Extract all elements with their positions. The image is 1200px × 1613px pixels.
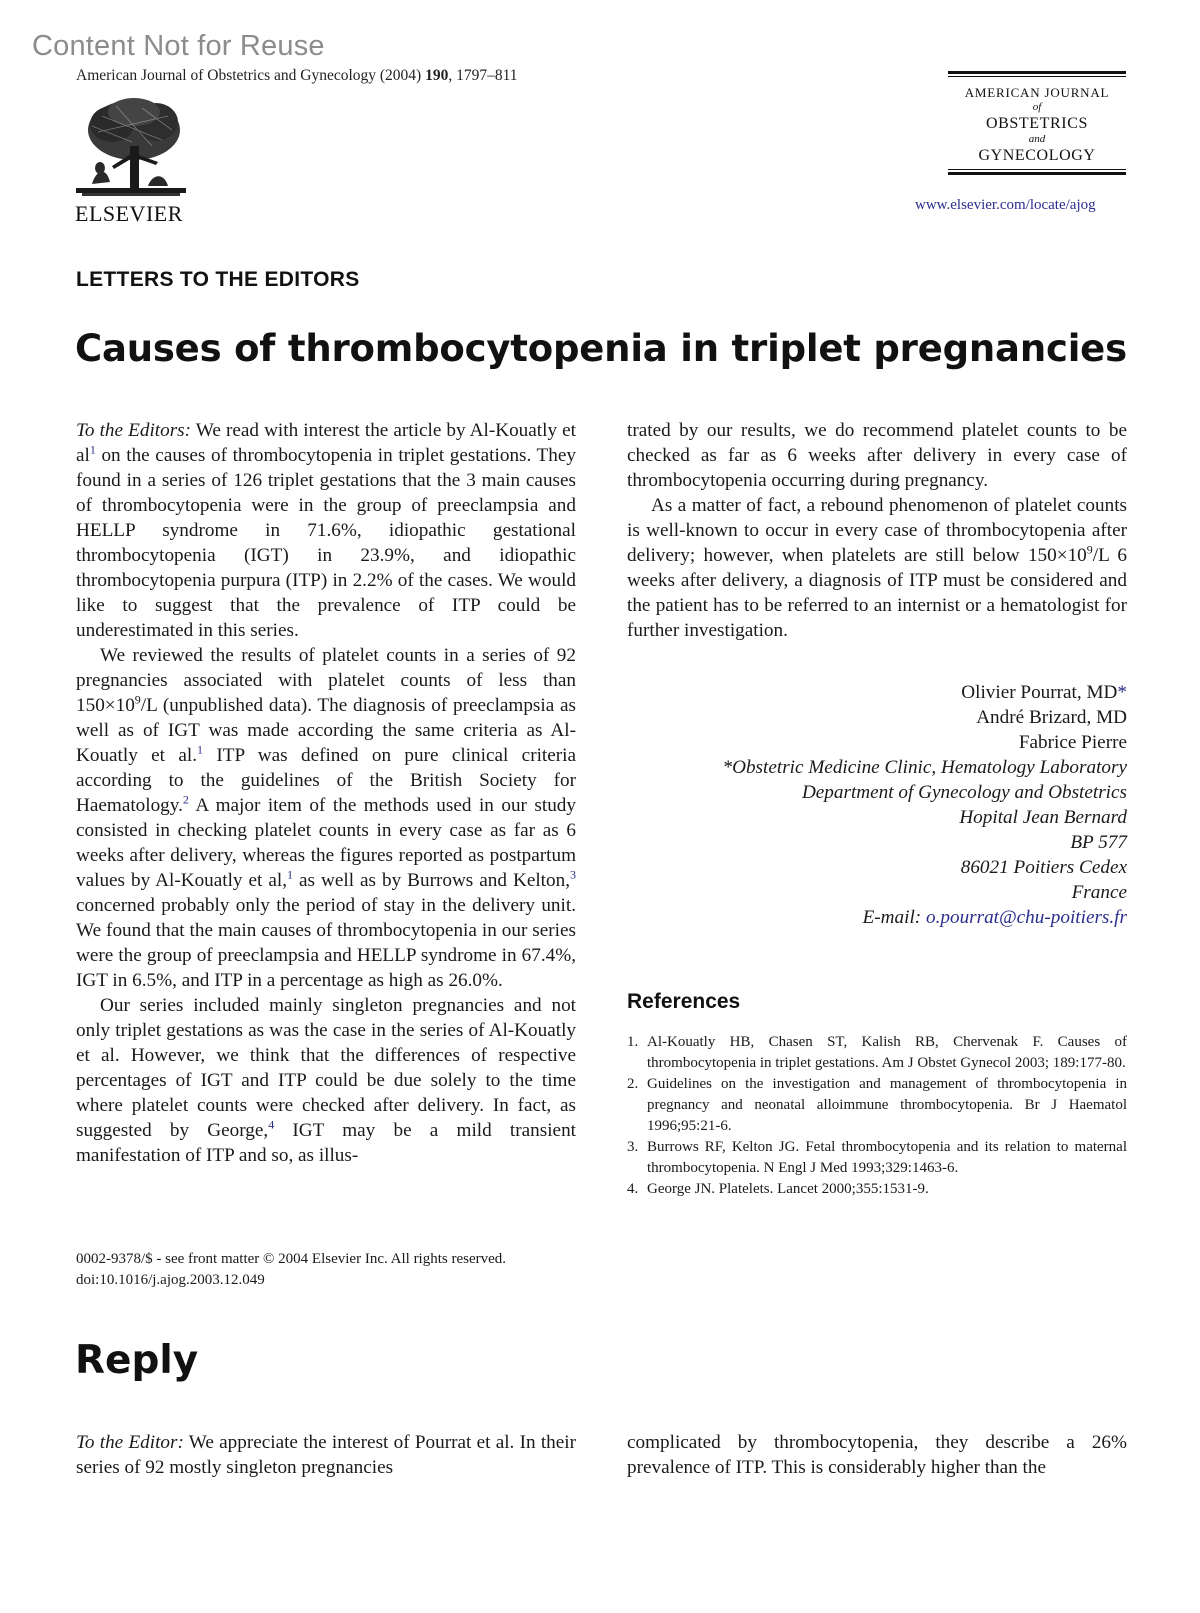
copyright-line: 0002-9378/$ - see front matter © 2004 Elsevier Inc. All rights reserved. (76, 1251, 507, 1267)
section-label: LETTERS TO THE EDITORS (76, 268, 360, 291)
email-link[interactable]: o.pourrat@chu-poitiers.fr (925, 907, 1127, 928)
author-name: André Brizard, MD (976, 707, 1127, 728)
masthead-connector: of (1032, 101, 1042, 113)
superscript: 9 (134, 692, 141, 707)
paragraph-text: We read with interest the article by Al-Kouatly et al (76, 420, 576, 466)
letter-left-column (76, 418, 576, 1168)
reference-item (627, 1032, 1127, 1074)
publisher-name: ELSEVIER (75, 201, 183, 226)
reference-link[interactable]: 3 (570, 867, 576, 882)
paragraph-text: ITP was defined on pure clinical criteria according to the guidelines of the British Society for Haematology. (76, 745, 576, 816)
masthead-rule (948, 169, 1126, 170)
doi-line: doi:10.1016/j.ajog.2003.12.049 (76, 1272, 265, 1288)
letter-paragraph: trated by our results, we do recommend platelet counts to be checked as far as 6 weeks after delivery in every case of thrombocytopenia occurring during pregnancy. (627, 420, 1127, 491)
masthead-line: OBSTETRICS (985, 115, 1088, 132)
references-heading: References (627, 990, 741, 1013)
reference-item (627, 1179, 1127, 1200)
reply-paragraph (76, 1430, 576, 1480)
reference-link[interactable]: 1 (89, 442, 96, 457)
affiliation-line: BP 577 (1070, 832, 1127, 853)
reference-item (627, 1074, 1127, 1137)
reference-text: Burrows RF, Kelton JG. Fetal thrombocytopenia and its relation to maternal thrombocytopenia. N Engl J Med 1993;329:1463-6. (647, 1139, 1127, 1176)
email-line (627, 905, 1127, 930)
signature-block (627, 680, 1127, 930)
masthead-rule (948, 71, 1126, 74)
affiliation-line: *Obstetric Medicine Clinic, Hematology Laboratory (722, 757, 1127, 778)
affiliation-line: 86021 Poitiers Cedex (960, 857, 1127, 878)
masthead-line: GYNECOLOGY (978, 147, 1096, 164)
paragraph-text: Our series included mainly singleton pregnancies and not only triplet gestations as was the case in the series of Al-Kouatly et al. However, we think that the differences of respective percentages of IGT and ITP could be due solely to the time where platelet counts were checked after delivery. In fact, as suggested by George, (76, 995, 576, 1141)
masthead-connector: and (1028, 133, 1046, 145)
paragraph-text: As a matter of fact, a rebound phenomenon of platelet counts is well-known to occur in every case of thrombocytopenia after delivery; however, when platelets are still below 150×10 (627, 495, 1127, 566)
letter-paragraph (627, 493, 1127, 643)
paragraph-text: /L (unpublished data). The diagnosis of preeclampsia as well as of IGT was made according the same criteria as Al-Kouatly et al. (76, 695, 576, 766)
paragraph-text: /L 6 weeks after delivery, a diagnosis of ITP must be considered and the patient has to be referred to an internist or a hematologist for further investigation. (627, 545, 1127, 641)
paragraph-text: A major item of the methods used in our study consisted in checking platelet counts in every case as far as 6 weeks after delivery, whereas the figures reported as postpartum values by Al-Kouatly et al, (76, 795, 576, 891)
reference-number: 1. (627, 1034, 639, 1050)
reply-heading: Reply (75, 1338, 199, 1383)
reply-paragraph: complicated by thrombocytopenia, they describe a 26% prevalence of ITP. This is considerably higher than the (627, 1432, 1127, 1478)
reference-link[interactable]: 1 (287, 867, 294, 882)
citation-prefix: American Journal of Obstetrics and Gynecology (2004) (76, 67, 426, 84)
journal-citation (76, 67, 518, 85)
reference-item (627, 1137, 1127, 1179)
elsevier-tree-logo (72, 96, 190, 200)
author-name: Fabrice Pierre (1018, 732, 1127, 753)
reference-link[interactable]: 4 (268, 1117, 275, 1132)
reference-number: 4. (627, 1181, 639, 1197)
paragraph-text: as well as by Burrows and Kelton, (293, 870, 570, 891)
citation-volume: 190 (425, 67, 449, 84)
reference-text: George JN. Platelets. Lancet 2000;355:1531-9. (647, 1181, 929, 1197)
letter-paragraph (76, 643, 576, 993)
reference-number: 3. (627, 1139, 639, 1155)
corresponding-author-mark: * (1117, 682, 1127, 703)
paragraph-text: on the causes of thrombocytopenia in triplet gestations. They found in a series of 126 triplet gestations that the 3 main causes of thrombocytopenia were in the group of preeclampsia and HELLP syndrome in 71.6%, idiopathic gestational thrombocytopenia (IGT) in 23.9%, and idiopathic thrombocytopenia purpura (ITP) in 2.2% of the cases. We would like to suggest that the prevalence of ITP could be underestimated in this series. (76, 445, 576, 641)
article-title: Causes of thrombocytopenia in triplet pregnancies (75, 327, 1127, 370)
salutation: To the Editors: (76, 420, 192, 441)
reference-text: Al-Kouatly HB, Chasen ST, Kalish RB, Chervenak F. Causes of thrombocytopenia in triplet gestations. Am J Obstet Gynecol 2003; 189:177-80. (647, 1034, 1127, 1071)
reference-number: 2. (627, 1076, 639, 1092)
front-matter-notice (76, 1249, 506, 1291)
affiliation-line: Department of Gynecology and Obstetrics (801, 782, 1127, 803)
reference-list (627, 1032, 1127, 1200)
paragraph-text: We appreciate the interest of Pourrat et al. In their series of 92 mostly singleton pregnancies (76, 1432, 576, 1478)
journal-masthead (948, 71, 1126, 175)
affiliation-line: Hopital Jean Bernard (959, 807, 1127, 828)
paragraph-text: IGT may be a mild transient manifestation of ITP and so, as illus- (76, 1120, 576, 1166)
author-name: Olivier Pourrat, MD* (961, 682, 1127, 703)
affiliation-line: France (1071, 882, 1127, 903)
reference-link[interactable]: 2 (182, 792, 189, 807)
masthead-rule (948, 76, 1126, 77)
masthead-line: AMERICAN JOURNAL (964, 85, 1110, 100)
paragraph-text: We reviewed the results of platelet counts in a series of 92 pregnancies associated with platelet counts of less than 150×10 (76, 645, 576, 716)
reply-left-column (76, 1430, 576, 1480)
letter-right-column (627, 418, 1127, 930)
letter-paragraph (76, 418, 576, 643)
reply-right-column (627, 1430, 1127, 1480)
citation-pages: , 1797–811 (448, 67, 518, 84)
salutation: To the Editor: (76, 1432, 184, 1453)
journal-url-link[interactable]: www.elsevier.com/locate/ajog (915, 197, 1096, 213)
paragraph-text: concerned probably only the period of stay in the delivery unit. We found that the main causes of thrombocytopenia in our series were the group of preeclampsia and HELLP syndrome in 67.4%, IGT in 6.5%, and ITP in a percentage as high as 26.0%. (76, 895, 576, 991)
reference-link[interactable]: 1 (197, 742, 204, 757)
superscript: 9 (1086, 542, 1093, 557)
watermark: Content Not for Reuse (32, 30, 325, 62)
letter-paragraph (76, 993, 576, 1168)
masthead-rule (948, 172, 1126, 175)
reference-text: Guidelines on the investigation and management of thrombocytopenia in pregnancy and neonatal alloimmune thrombocytopenia. Br J Haematol 1996;95:21-6. (647, 1076, 1127, 1134)
email-label: E-mail: (862, 907, 926, 928)
